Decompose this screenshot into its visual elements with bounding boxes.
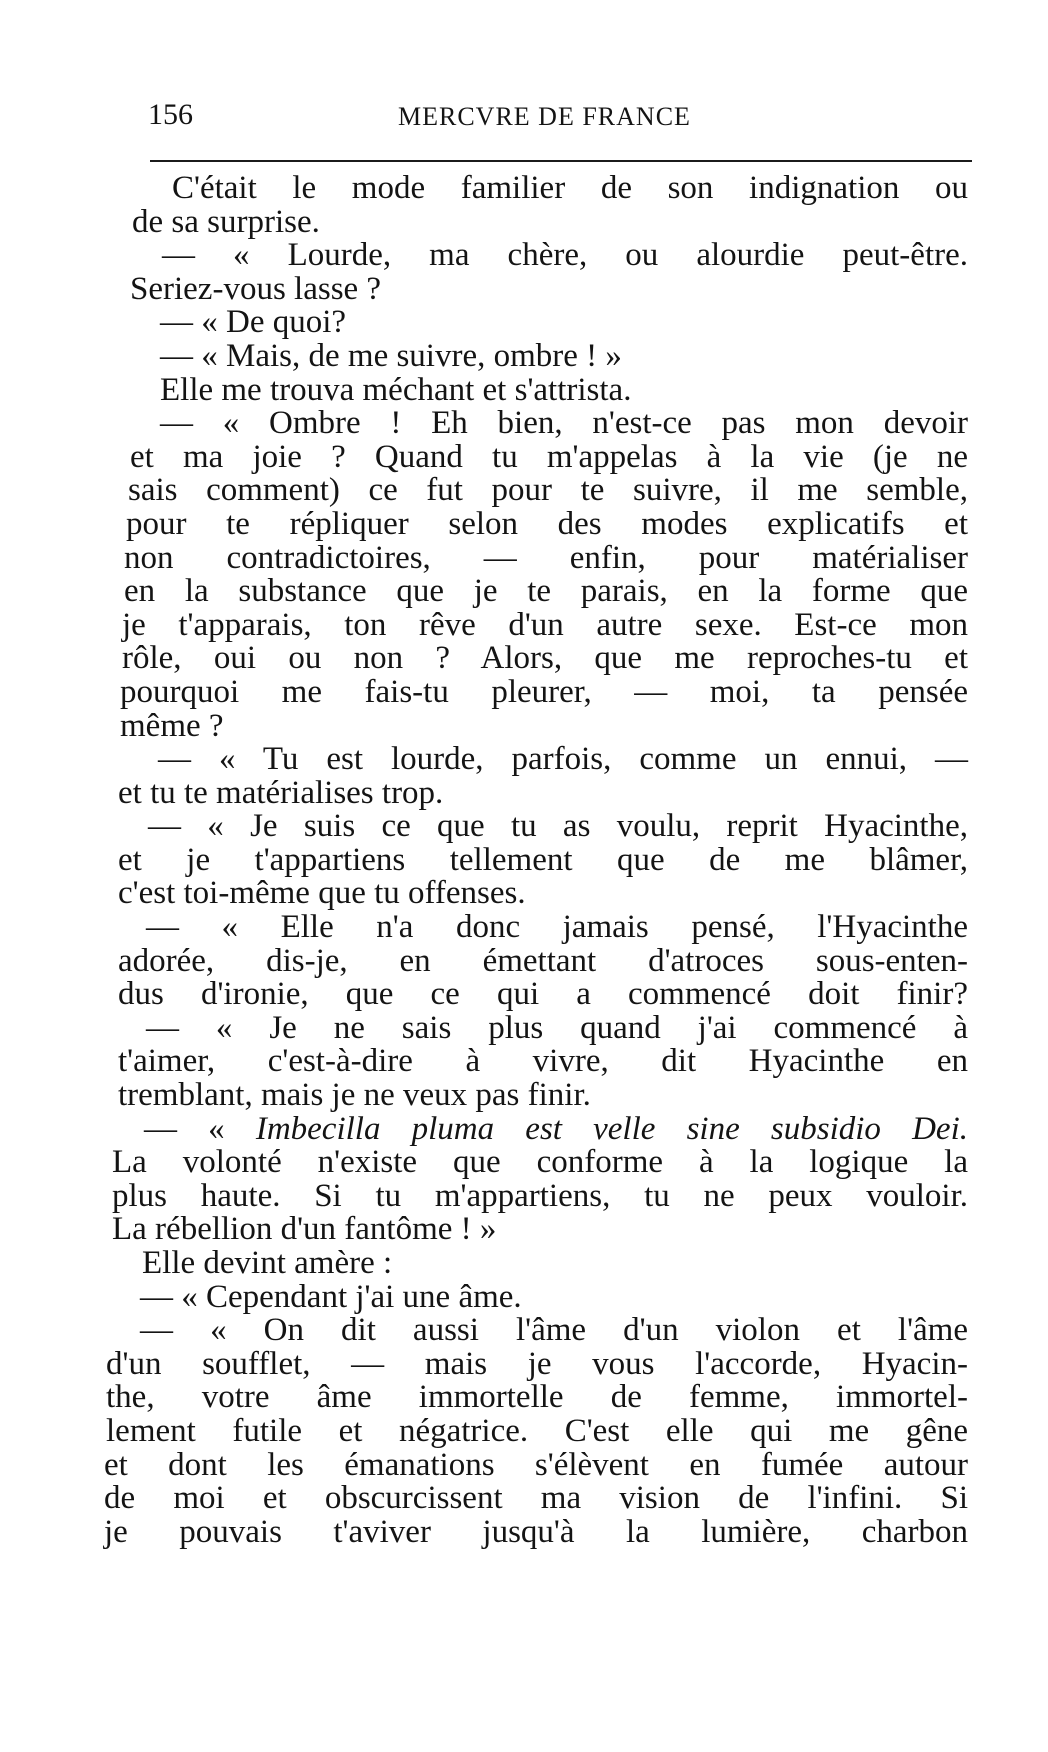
- text-line: — « Je suis ce que tu as voulu, reprit Hyacinthe,: [148, 808, 968, 845]
- text-line: — « Mais, de me suivre, ombre ! »: [160, 337, 622, 374]
- text-line: — « On dit aussi l'âme d'un violon et l'âme: [140, 1312, 968, 1349]
- body-text: [104, 170, 968, 1550]
- text-line: La rébellion d'un fantôme ! »: [112, 1211, 497, 1248]
- text-line: C'était le mode familier de son indignation ou: [172, 170, 968, 206]
- text-line: de sa surprise.: [132, 203, 320, 240]
- text-line: dus d'ironie, que ce qui a commencé doit finir?: [118, 976, 968, 1013]
- text-line: je t'apparais, ton rêve d'un autre sexe. Est-ce mon: [122, 606, 968, 643]
- text-line: — « Cependant j'ai une âme.: [140, 1278, 522, 1315]
- text-line: d'un soufflet, — mais je vous l'accorde, Hyacin-: [106, 1345, 968, 1382]
- text-line: adorée, dis-je, en émettant d'atroces sous-enten-: [118, 942, 968, 979]
- text-line: — « Je ne sais plus quand j'ai commencé à: [146, 1009, 968, 1046]
- text-line: — « Elle n'a donc jamais pensé, l'Hyacinthe: [146, 909, 968, 946]
- text-line: pourquoi me fais-tu pleurer, — moi, ta pensée: [120, 673, 968, 710]
- text-line: lement futile et négatrice. C'est elle qui me gêne: [106, 1412, 968, 1449]
- page-number: 156: [148, 98, 193, 131]
- running-title: MERCVRE DE FRANCE: [398, 102, 691, 131]
- page-header: [148, 92, 968, 136]
- latin-quotation: Imbecilla pluma est velle sine subsidio Dei.: [255, 1110, 968, 1147]
- text-line: sais comment) ce fut pour te suivre, il me semble,: [128, 472, 968, 509]
- text-line: — « Ombre ! Eh bien, n'est-ce pas mon devoir: [160, 405, 968, 442]
- header-rule: [150, 160, 972, 162]
- text-line: — « De quoi?: [160, 304, 347, 341]
- text-line: Elle devint amère :: [142, 1245, 393, 1281]
- text-line: Seriez-vous lasse ?: [130, 270, 382, 307]
- text-line: et tu te matérialises trop.: [118, 774, 444, 811]
- text-line: non contradictoires, — enfin, pour matérialiser: [124, 539, 968, 576]
- text-line: en la substance que je te parais, en la forme que: [124, 573, 968, 610]
- text-line: Elle me trouva méchant et s'attrista.: [160, 371, 632, 408]
- text-line: et ma joie ? Quand tu m'appelas à la vie (je ne: [130, 438, 968, 475]
- text-line: t'aimer, c'est-à-dire à vivre, dit Hyacinthe en: [118, 1043, 968, 1080]
- text-line: — « Lourde, ma chère, ou alourdie peut-être.: [162, 237, 968, 274]
- text-line: La volonté n'existe que conforme à la logique la: [112, 1144, 968, 1181]
- text-line: je pouvais t'aviver jusqu'à la lumière, charbon: [104, 1513, 968, 1550]
- text-line: rôle, oui ou non ? Alors, que me reproches-tu et: [122, 640, 968, 677]
- text-line: même ?: [120, 707, 224, 744]
- text-line-prefix: — «: [144, 1110, 256, 1147]
- text-line: et je t'appartiens tellement que de me blâmer,: [118, 841, 968, 878]
- text-line: c'est toi-même que tu offenses.: [118, 875, 526, 912]
- text-line: et dont les émanations s'élèvent en fumée autour: [104, 1446, 968, 1483]
- text-line: plus haute. Si tu m'appartiens, tu ne peux vouloir.: [112, 1177, 968, 1214]
- text-line: the, votre âme immortelle de femme, immortel-: [106, 1379, 968, 1416]
- text-line: tremblant, mais je ne veux pas finir.: [118, 1077, 591, 1114]
- text-line: pour te répliquer selon des modes explicatifs et: [126, 505, 968, 542]
- text-line: — « Tu est lourde, parfois, comme un ennui, —: [158, 741, 968, 778]
- text-line: de moi et obscurcissent ma vision de l'infini. Si: [104, 1480, 968, 1517]
- text-line: [144, 1110, 968, 1147]
